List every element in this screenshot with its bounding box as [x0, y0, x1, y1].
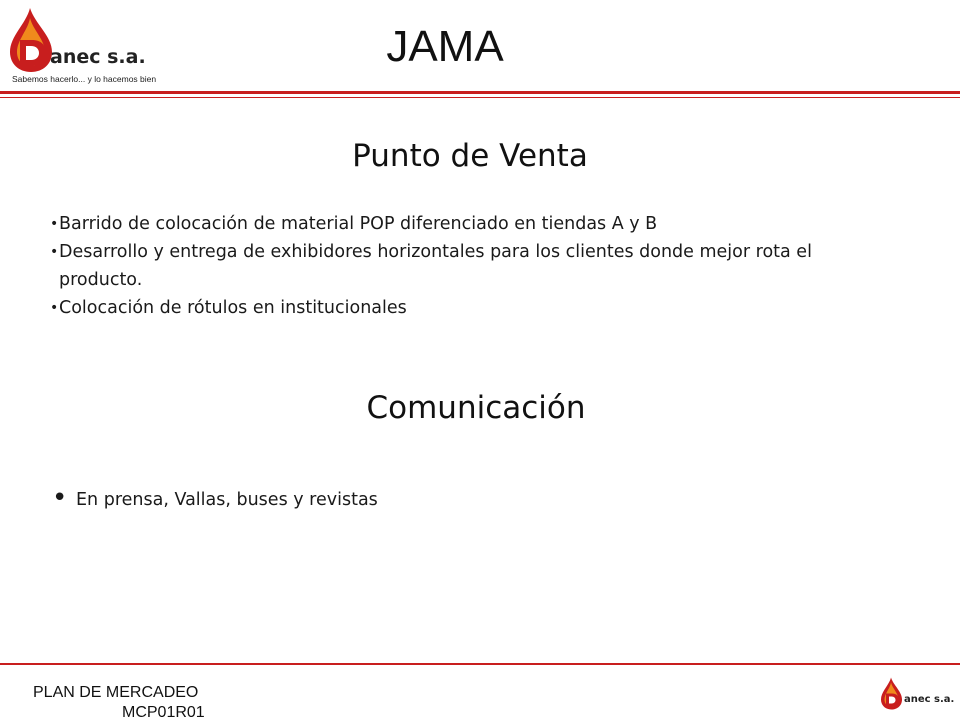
header-divider-thin [0, 97, 960, 98]
list-item: • En prensa, Vallas, buses y revistas [50, 486, 890, 514]
footer-logo-wordmark: anec s.a. [904, 694, 955, 705]
slide-title: JAMA [386, 22, 504, 71]
logo-wordmark: anec s.a. [50, 46, 146, 68]
punto-de-venta-list [50, 210, 890, 322]
list-item: • Colocación de rótulos en institucionales [50, 294, 890, 322]
footer-divider [0, 663, 960, 665]
footer-plan-label: PLAN DE MERCADEO [33, 684, 199, 701]
logo-slogan: Sabemos hacerlo... y lo hacemos bien [12, 74, 157, 84]
section-heading-comunicacion: Comunicación [366, 390, 586, 426]
header-divider [0, 91, 960, 94]
list-item: • Barrido de colocación de material POP diferenciado en tiendas A y B [50, 210, 890, 238]
list-item: • Desarrollo y entrega de exhibidores horizontales para los clientes donde mejor rota el producto. [50, 238, 890, 294]
section-heading-punto-de-venta: Punto de Venta [352, 138, 588, 174]
footer-code-label: MCP01R01 [122, 704, 205, 721]
comunicacion-list [50, 486, 890, 514]
